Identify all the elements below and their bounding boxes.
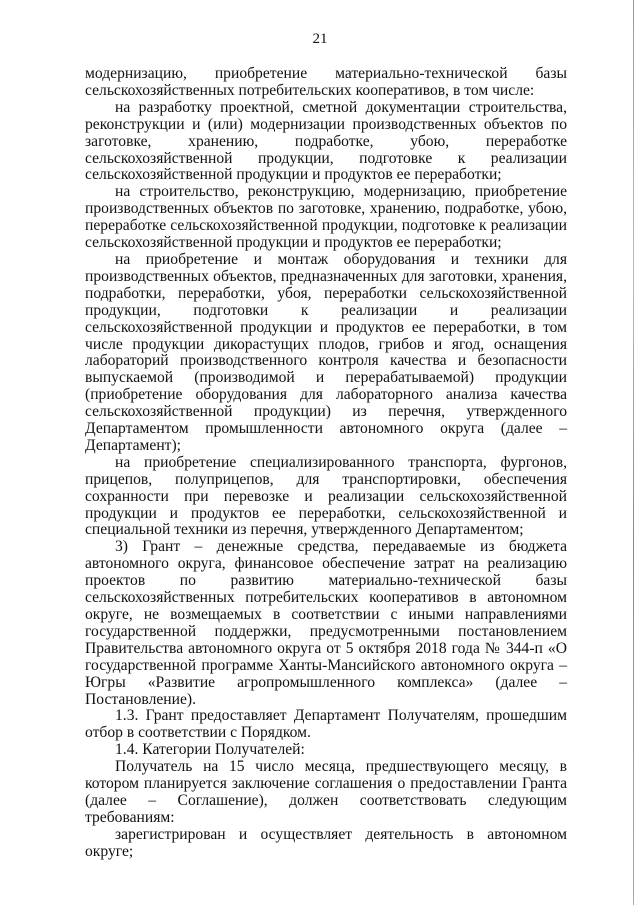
paragraph-transport: на приобретение специализированного транспорта, фургонов, прицепов, полуприцепов, для транспортировки, обеспечения сохранности при перевозке и реализации сельскохозяйственной продукции и продуктов ее переработки, сельскохозяйственной и специальной техники из перечня, утвержденного Департаментом; (85, 453, 567, 539)
paragraph-registration: зарегистрирован и осуществляет деятельность в автономном округе; (85, 825, 567, 860)
paragraph-equipment: на приобретение и монтаж оборудования и техники для производственных объектов, предназначенных для заготовки, хранения, подработки, переработки, убоя, переработки сельскохозяйственной продукции, подготовки к реализации и реализации сельскохозяйственной продукции и продуктов ее переработки, в том числе продукции дикорастущих плодов, грибов и ягод, оснащения лабораторий производственного контроля качества и безопасности выпускаемой (производимой и перерабатываемой) продукции (приобретение оборудования для лабораторного анализа качества сельскохозяйственной продукции) из перечня, утвержденного Департаментом промышленности автономного округа (далее – Департамент); (85, 250, 567, 454)
paragraph-recipient-requirements: Получатель на 15 число месяца, предшествующего месяцу, в котором планируется заключение соглашения о предоставлении Гранта (далее – Соглашение), должен соответствовать следующим требованиям: (85, 758, 567, 826)
paragraph-grant-definition: 3) Грант – денежные средства, передаваемые из бюджета автономного округа, финансовое обеспечение затрат на реализацию проектов по развитию материально-технической базы сельскохозяйственных потребительских кооперативов в автономном округе, не возмещаемых в соответствии с иными направлениями государственной поддержки, предусмотренными постановлением Правительства автономного округа от 5 октября 2018 года № 344-п «О государственной программе Ханты-Мансийского автономного округа – Югры «Развитие агропромышленного комплекса» (далее – Постановление). (85, 538, 567, 708)
scan-edge (633, 0, 634, 905)
page-number: 21 (312, 31, 328, 47)
paragraph-1-3: 1.3. Грант предоставляет Департамент Получателям, прошедшим отбор в соответствии с Порядком. (85, 707, 567, 742)
paragraph-continuation: модернизацию, приобретение материально-технической базы сельскохозяйственных потребительских кооперативов, в том числе: (85, 65, 567, 99)
paragraph-design-documentation: на разработку проектной, сметной документации строительства, реконструкции и (или) модернизации производственных объектов по заготовке, хранению, подработке, убою, переработке сельскохозяйственной продукции, подготовке к реализации сельскохозяйственной продукции и продуктов ее переработки; (85, 98, 567, 184)
paragraph-1-4: 1.4. Категории Получателей: (115, 741, 305, 759)
paragraph-construction: на строительство, реконструкцию, модернизацию, приобретение производственных объектов по заготовке, хранению, подработке, убою, переработке сельскохозяйственной продукции, подготовке к реализации сельскохозяйственной продукции и продуктов ее переработки; (85, 183, 567, 252)
document-body (85, 66, 567, 861)
